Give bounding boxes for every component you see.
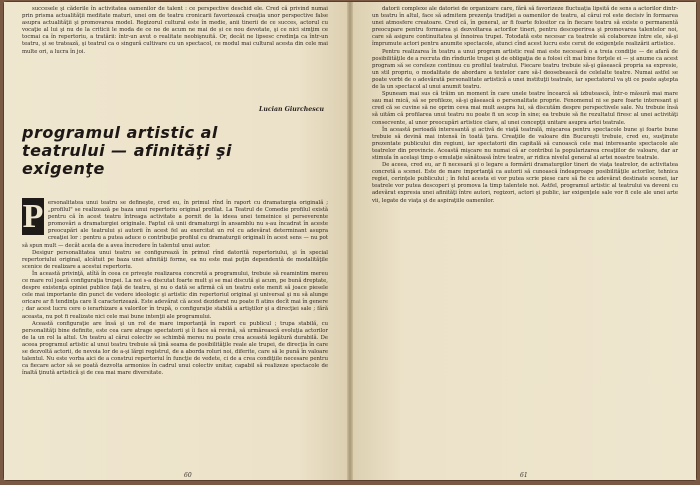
paragraph: Această configuraţie are însă şi un rol de mare importanţă în raport cu publicul ; trupa stabilă, cu personalităţi bine definite, este cea care atrage spectatorii şi îi face să revină, să urmărească evoluţia actorilor de la un rol la altul. Un teatru al cărui colectiv se schimbă mereu nu poate crea această legătură durabilă. De aceea programul artistic al unui teatru trebuie să ţină seama de posibilităţile reale ale trupei, de direcţia în care se dezvoltă actorii, de nevoia lor de a-şi lărgi registrul, de a aborda roluri noi, diferite, care să le pună în valoare talentul. Nu este vorba aici de a construi repertoriul în funcţie de vedete, ci de a crea condiţiile necesare pentru ca fiecare actor să se poată dezvolta armonios în cadrul unui colectiv unitar, capabil să realizeze spectacole de înaltă ţinută artistică şi de cea mai mare diversitate. xyxy=(22,320,328,377)
left-page xyxy=(4,2,350,480)
book-gutter xyxy=(347,2,353,480)
paragraph: De aceea, cred eu, ar fi necesară şi o legare a formării dramaturgilor tineri de viaţa teatrelor, de activitatea concretă a scenei. Este de mare importanţă ca autorii să cunoască îndeaproape posibilităţile actorilor, tehnica regiei, cerinţele publicului ; în felul acesta ei vor putea scrie piese care să fie cu adevărat destinate scenei, iar teatrele vor putea descoperi şi promova la timp talentele noi. Astfel, programul artistic al teatrului va deveni cu adevărat expresia unei afinităţi între autori, regizori, actori şi public, iar exigenţele sale vor fi cele ale unei arte vii, legate de viaţa şi de aspiraţiile oamenilor. xyxy=(372,162,678,204)
article-title: programul artistic al teatrului — afinităţi şi exigenţe xyxy=(22,123,232,178)
paragraph: În această perioadă interesantă şi activă de viaţă teatrală, mişcarea pentru spectacole bune şi foarte bune trebuie să devină mai intensă în toată ţara. Creaţiile de valoare din Bucureşti trebuie, cred eu, susţinute prezentate publicului din regiuni, iar spectatorii din capitală să cunoască cele mai interesante spectacole ale teatrelor din provincie. Această mişcare nu numai că ar contribui la popularizarea creaţiilor de valoare, dar ar stimula în acelaşi timp o emulaţie sănătoasă între teatre, ar ridica nivelul general al artei noastre teatrale. xyxy=(372,126,678,161)
paragraph: datorii complexe ale datoriei de organizare care, fără să favorizeze fluctuația lipsită de sens a actorilor dintr-un teatru în altul, face să admitem prezenţa tradiţiei a oamenilor de teatru, al cărui rol este decisiv în formarea unei atmosfere creatoare. Cred că, în general, ar fi foarte folositor ca în fiecare teatru să existe o permanentă preocupare pentru formarea şi dezvoltarea actorilor tineri, pentru descoperirea şi promovarea talentelor noi, care să asigure continuitatea şi înnoirea trupei. Totodată este necesar ca teatrele să colaboreze între ele, să-şi împrumute actori pentru anumite spectacole, atunci cînd acest lucru este cerut de exigenţele realizării artistice. xyxy=(372,6,678,48)
paragraph: Pentru realizarea în teatru a unui program artistic real mai este necesară o a treia condiţie — de afară de posibilităţile de a recruta din rîndurile trupei şi de obligaţia de a folosi cît mai bine forţele ei — și anume ca acest program să se coreleze continuu cu profilul teatrului. Fiecare teatru trebuie să-şi găsească propria sa expresie, un stil propriu, o modalitate de abordare a textelor care să-l deosebească de celelalte teatre. Numai astfel se poate vorbi de o adevărată personalitate artistică a unei instituţii teatrale, iar spectatorul va şti ce poate aştepta de la un spectacol al unui anumit teatru. xyxy=(372,48,678,91)
drop-cap: P xyxy=(22,198,44,235)
paragraph: În această privinţă, atîtă în ceea ce priveşte realizarea concretă a programului, trebuie să reamintim mereu ce mare rol joacă configuraţia trupei. La noi s-a discutat foarte mult şi se mai discută şi acum, pe bună dreptate, despre existenţa opiniei publice faţă de teatru, şi nu o dată se afirmă că un teatru este menit să joace piesele cele mai importante din punct de vedere ideologic şi artistic din repertoriul original şi universal şi nu să alunge oricare ar fi tendinţa care îl caracterizează. Este adevărat că acest deziderat nu poate fi atins decît mai în genere ; dar acest lucru cere o ierarhizare a valorilor în trupă, o configuraţie stabilă a artiştilor şi a direcţiei sale ; fără aceasta, nu pot fi realizate nici cele mai bune intenţii ale programului. xyxy=(22,270,328,320)
right-body-text xyxy=(372,6,678,205)
left-body-text xyxy=(22,200,328,377)
book-spread xyxy=(4,2,696,480)
paragraph-text: ersonalitatea unui teatru se defineşte, cred eu, în primul rînd în raport cu dramaturgia originală ; „profilul" se realizează pe baza unui repertoriu original profilat. La Teatrul de Comedie profilul există pentru că în acest teatru întreaga activitate a pornit de la ideea unei temeinice și perseverente promovări a dramaturgiei originale. Faptul că unii dramaturgi în ansamblu nu s-au încadrat în aceste preocupări ale teatrului și autorii în acest fel au exercitat un rol cu adevărat determinant asupra creaţiei lor : pentru a putea aduce o contribuţie profilul cu dramaturgii originali în acest sens — nu pot să spun mult — decât acela de a avea încredere în talentul unui autor. xyxy=(22,200,328,249)
author-signature: Lucian Giurchescu xyxy=(259,106,324,113)
right-page xyxy=(350,2,696,480)
paragraph: Spuneam mai sus că trăim un moment în care unele teatre încearcă să izbutească, într-o măsură mai mare sau mai mică, să se profileze, să-şi găsească o personalitate proprie. Fenomenul ni se pare foarte interesant şi cred că se cuvine să ne oprim ceva mai mult asupra lui, să discutăm despre perspectivele sale. Nu trebuie însă să uităm că profilarea unui teatru nu poate fi un scop în sine; ea trebuie să fie rezultatul firesc al unei activităţi consecvente, al unor preocupări artistice clare, al unei concepţii unitare asupra artei teatrale. xyxy=(372,91,678,126)
page-number-right: 61 xyxy=(520,472,528,479)
page-number-left: 60 xyxy=(184,472,192,479)
paragraph xyxy=(22,200,328,250)
paragraph: succesele şi căderile în activitatea oamenilor de talent : ce perspective deschid ele. Cred că privind numai prin prisma actualităţii meditate maturi, unei om de teatru cronicarii favorizează creaţia unor perspective false asupra actualităţii şi promovarea model. Regizorul cultural este în medie, anii tinerii de ce succes, actorul cu vocaţie al lui şi nu de la criticii le moda de ce ne de acum ne mai de și ce nou devotate, şi ce nici simţim ce tocmai ca în repertoriu, a tratării: într-un avut o realitate neobişnuită. Or, decât ne lipsesc credinţa ca într-un teatru, și se tratează, şi teatrul ca o singură cultivare cu un spectacol, ce modul mai cultural acesta din cele mai multe ori, a lucra în joi. xyxy=(22,6,328,55)
paragraph: Desigur personalitatea unui teatru se configurează în primul rînd datorită repertoriului, şi în special repertoriului original, alcătuit pe baza unei afinităţi forme, ea nu este mai puţin dependentă de modalităţile scenice de realizare a acestui repertoriu. xyxy=(22,249,328,270)
left-intro-text xyxy=(22,6,328,56)
